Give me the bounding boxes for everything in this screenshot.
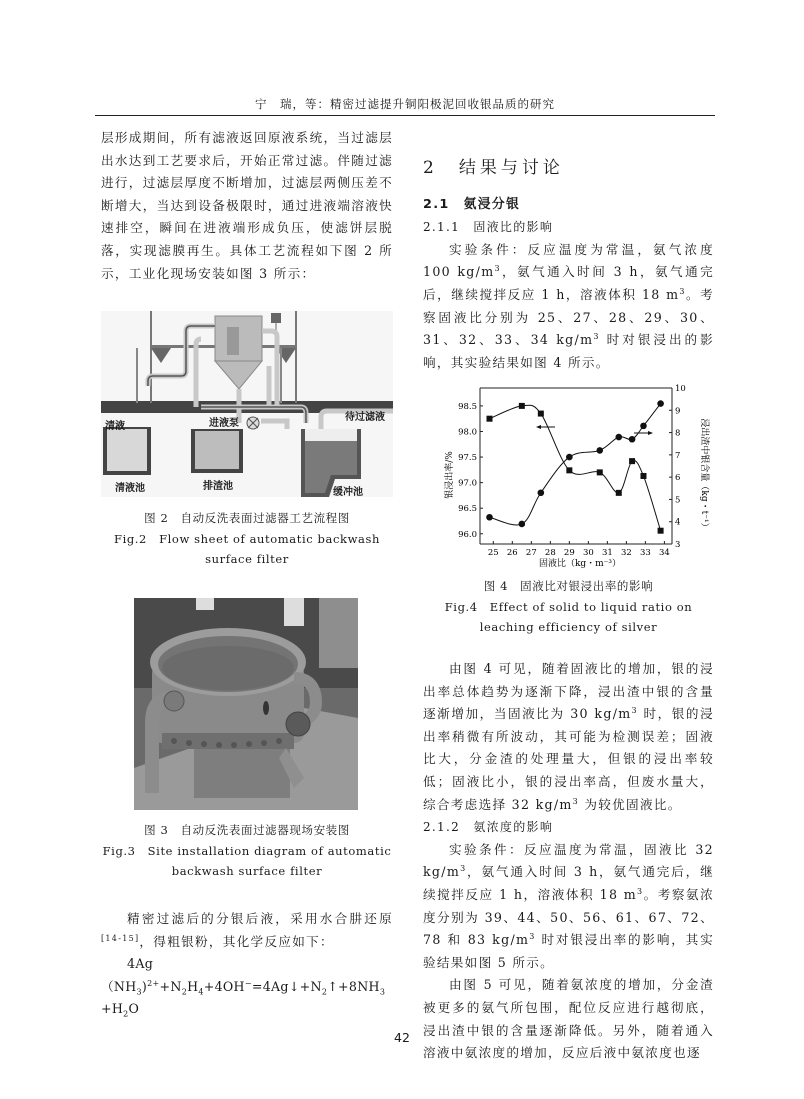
x-tick-label: 34 [658,548,670,558]
caption-cn: 图 3 自动反洗表面过滤器现场安装图 [144,823,350,837]
paragraph: 由图 4 可见，随着固液比的增加，银的浸出率总体趋势为逐渐下降，浸出渣中银的含量逐渐增加，当固液比为 30 $kg/m^3$ 时，银的浸出率稍微有所波动，其可能为检测误差；固液比大，分金渣的处理量大，但银的浸出率较低；固液比小，银的浸出率高，但废水量大，综合考虑选择 32 $kg/m^3$ 为较优固液比。 [423,661,714,812]
data-point-circle [519,521,526,528]
section-heading-2-1-2: 2.1.2 氨浓度的影响 [423,820,554,835]
chart-svg [440,380,712,570]
caption-en: Fig.2 Flow sheet of automatic backwash surface filter [113,531,380,566]
data-point-circle [657,400,664,407]
label-feed-pump: 进液泵 [209,418,239,429]
chart-series [486,400,664,533]
y2-tick-label: 4 [675,517,681,528]
data-point-square [597,469,603,475]
right-column-top [423,157,714,374]
y-tick-label: 97.5 [458,453,477,464]
left-column-top [101,127,393,285]
series-line [490,404,661,525]
x-axis-label: 固液比（kg・m⁻³） [538,559,622,569]
paragraph-text: ，得粗银粉，其化学反应如下： [139,933,334,949]
section-heading-2-1: 2.1 氨浸分银 [423,196,521,212]
y-tick-label: 96.5 [458,504,477,515]
x-tick-label: 31 [601,548,613,558]
figure-3-photo [134,598,358,810]
y-tick-label: 98.0 [458,427,477,438]
y2-tick-label: 10 [675,384,686,394]
section-heading-2: 2 结果与讨论 [423,158,564,178]
series-line [490,405,661,531]
y2-axis-label: 浸出渣中银含量（kg・t⁻¹） [699,418,709,532]
figure-2-flow-diagram [101,311,393,497]
y2-tick-label: 7 [675,450,681,461]
x-tick-label: 29 [563,548,575,558]
label-buffer-tank: 缓冲池 [333,487,363,498]
data-point-circle [640,423,647,430]
caption-en: Fig.3 Site installation diagram of automatic backwash surface filter [102,843,392,878]
x-tick-label: 28 [544,548,556,558]
y-axis-label: 银浸出率/% [445,451,455,499]
paragraph: 实验条件：反应温度为常温，固液比 32 $kg/m^3$，氨气通入时间 3 h，氨气通完后，继续搅拌反应 1 h，溶液体积 18 $m^3$。考察氨浓度分别为 39、44、50、56、61、67、72、78 和 83 $kg/m^3$ 时对银浸出率的影响，其实验结果如图 5 所示。 [423,841,715,970]
x-tick-label: 33 [639,548,651,558]
y2-tick-label: 5 [675,495,681,506]
caption-en: Fig.4 Effect of solid to liquid ratio on leaching efficiency of silver [444,599,693,634]
data-point-circle [538,489,545,496]
paragraph: 由图 5 可见，随着氨浓度的增加，分金渣被更多的氨气所包围，配位反应进行越彻底，浸出渣中银的含量逐渐降低。另外，随着通入溶液中氨浓度的增加，反应后液中氨浓度也逐 [423,977,714,1061]
x-tick-label: 27 [525,548,537,558]
paragraph [101,908,393,953]
data-point-square [616,490,622,496]
figure-2-caption [101,508,393,570]
flow-diagram-svg [101,311,393,497]
data-point-square [487,416,493,422]
section-heading-2-1-1: 2.1.1 固液比的影响 [423,220,554,235]
label-slag-tank: 排渣池 [203,481,233,492]
data-point-circle [615,434,622,441]
caption-cn: 图 4 固液比对银浸出率的影响 [483,579,654,593]
y2-tick-label: 3 [675,540,681,550]
data-point-square [519,403,525,409]
data-point-square [566,467,572,473]
x-tick-label: 30 [582,548,594,558]
y-tick-label: 97.0 [458,478,477,489]
data-point-circle [486,514,493,521]
filter-photo-svg [134,598,358,810]
header-rule [95,115,715,116]
right-column-bottom [423,658,714,1065]
data-point-square [640,473,646,479]
data-point-circle [629,436,636,443]
label-clear-liquid: 清液 [105,421,125,432]
x-tick-label: 25 [487,548,499,558]
x-tick-label: 32 [620,548,632,558]
citation-ref[interactable]: [14-15] [101,933,140,943]
caption-cn: 图 2 自动反洗表面过滤器工艺流程图 [144,511,350,525]
x-tick-label: 26 [506,548,518,558]
paragraph-text: 精密过滤后的分银后液，采用水合肼还原 [127,911,393,926]
figure-4-chart [440,380,712,570]
chemical-equation: $4Ag(NH_3)^{2+}+N_2H_4+4OH^-=4Ag↓+N_2↑+8NH_3$ $+H_2O$ [101,956,386,1019]
data-point-square [629,458,635,464]
data-point-square [538,411,544,417]
data-point-circle [596,447,603,454]
label-to-filter: 待过滤液 [345,412,385,423]
y2-tick-label: 8 [675,428,681,439]
y-tick-label: 96.0 [458,529,477,540]
y-tick-label: 98.5 [458,401,477,412]
data-point-square [658,528,664,534]
arrow-right-head-icon [648,431,653,435]
y2-tick-label: 6 [675,473,681,484]
paragraph: 层形成期间，所有滤液返回原液系统，当过滤层出水达到工艺要求后，开始正常过滤。伴随过滤进行，过滤层厚度不断增加，过滤层两侧压差不断增大，当达到设备极限时，通过进液端溶液快速排空，瞬间在进液端形成负压，使滤饼层脱落，实现滤膜再生。具体工艺流程如下图 2 所示，工业化现场安装如图 3 所示： [101,130,393,281]
figure-4-caption [423,576,714,638]
arrow-left-head-icon [536,425,541,429]
data-point-circle [566,454,573,461]
paragraph: 实验条件：反应温度为常温，氨气浓度 100 $kg/m^3$，氨气通入时间 3 h，氨气通完后，继续搅拌反应 1 h，溶液体积 18 $m^3$。考察固液比分别为 25、27、28、29、30、31、32、33、34 $kg/m^3$ 时对银浸出的影响，其实验结果如图 4 所示。 [423,241,715,370]
running-title: 宁 瑞，等：精密过滤提升铜阳极泥回收银品质的研究 [255,97,555,111]
page-number: 42 [394,1030,410,1045]
figure-3-caption [101,820,393,882]
y2-tick-label: 9 [675,406,681,417]
label-clear-tank: 清液池 [115,483,145,494]
left-column-bottom [101,908,393,1021]
